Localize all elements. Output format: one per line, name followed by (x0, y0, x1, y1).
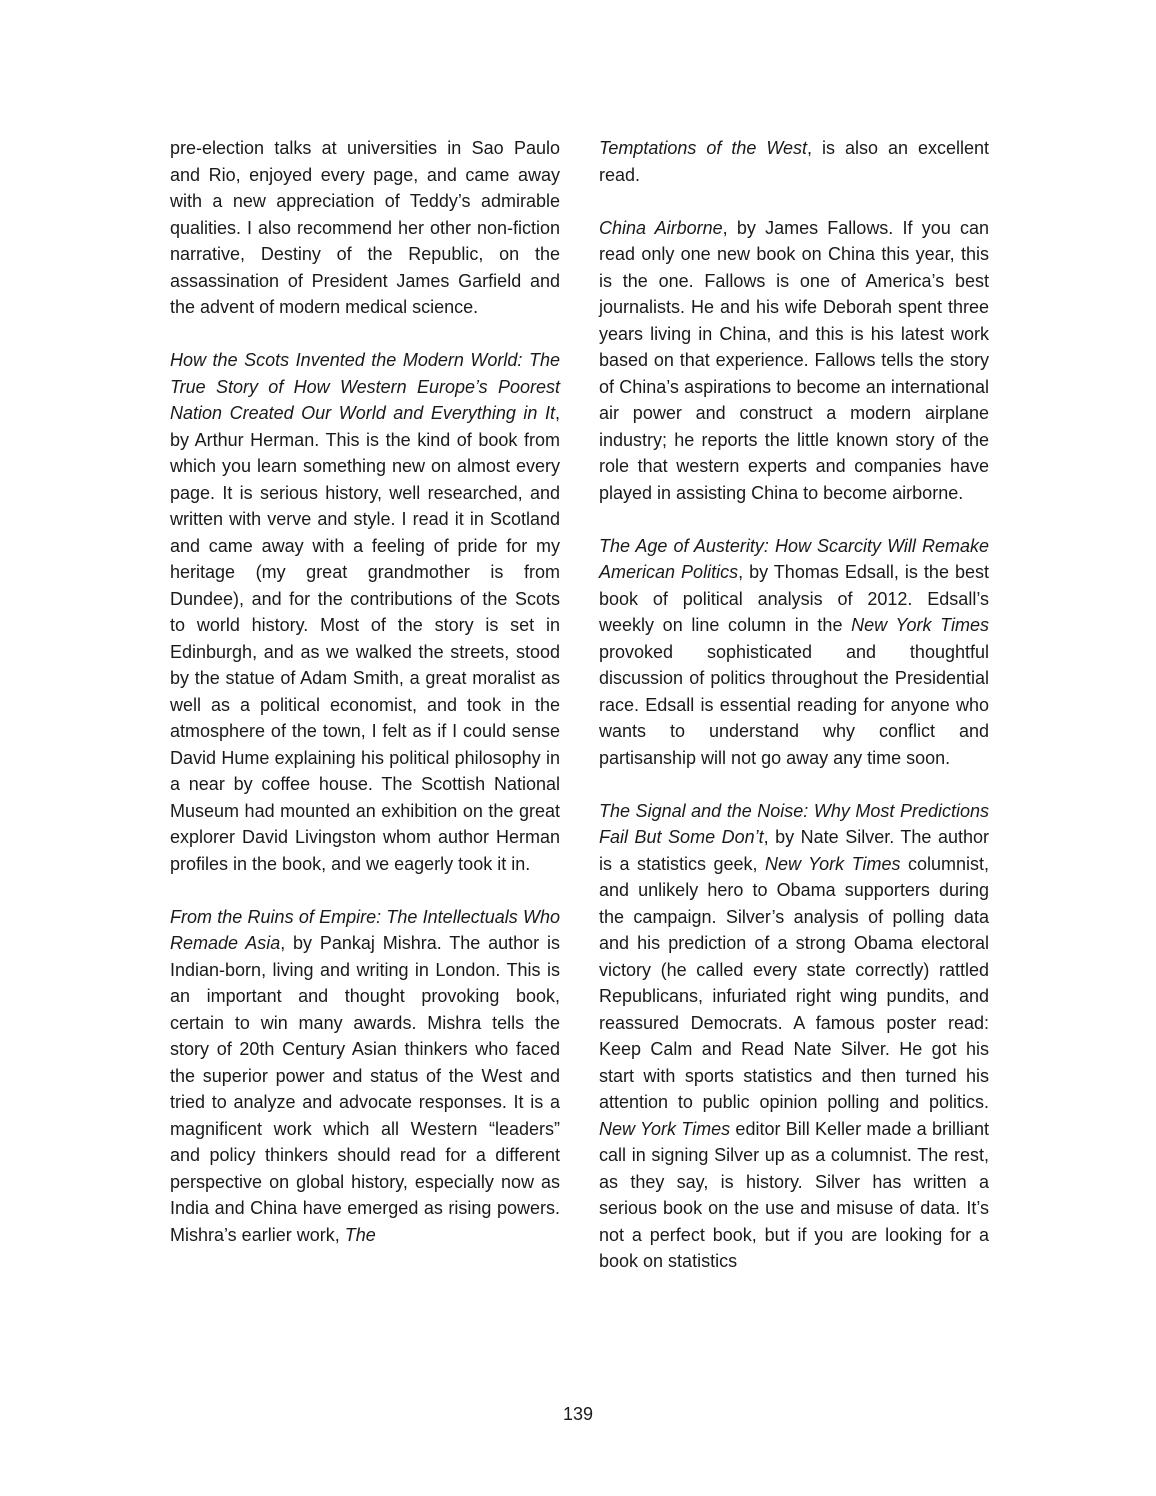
publication-name: New York Times (599, 1118, 731, 1139)
publication-name: New York Times (764, 853, 901, 874)
book-title-start: The (344, 1224, 376, 1245)
paragraph-text: pre-election talks at universities in Sao Paulo and Rio, enjoyed every page, and came away with a new appreciation of Teddy’s admirable qualities. I also recommend her other non-fiction narrative, Destiny of the Republic, on the assassination of President James Garfield and the advent of modern medical science. (170, 138, 560, 317)
paragraph-china-airborne (599, 215, 989, 507)
book-title: The Signal and the Noise: Why Most Predictions Fail But Some Don’t (599, 800, 989, 847)
paragraph-signal-and-noise (599, 798, 989, 1275)
paragraph-scots-invented (170, 347, 560, 877)
paragraph-text: columnist, and unlikely hero to Obama supporters during the campaign. Silver’s analysis of polling data and his prediction of a strong Obama electoral victory (he called every state correctly) rattled Republicans, infuriated right wing pundits, and reassured Democrats. A famous poster read: Keep Calm and Read Nate Silver. He got his start with sports statistics and then turned his attention to public opinion polling and politics. (599, 853, 990, 1112)
paragraph-text: provoked sophisticated and thoughtful discussion of politics throughout the Presidential race. Edsall is essential reading for anyone who wants to understand why conflict and partisanship will not go away any time soon. (599, 641, 989, 768)
book-title: Temptations of the West (599, 138, 808, 158)
paragraph-text: , by James Fallows. If you can read only one new book on China this year, this is the one. Fallows is one of America’s best journalists. He and his wife Deborah spent three years living in China, and this is his latest work based on that experience. Fallows tells the story of China’s aspirations to become an international air power and construct a modern airplane industry; he reports the little known story of the role that western experts and companies have played in assisting China to become airborne. (599, 217, 990, 503)
paragraph-temptations-continued (599, 135, 989, 188)
paragraph-text: , by Thomas Edsall, is the best book of political analysis of 2012. Edsall’s weekly on line column in the (599, 562, 989, 635)
paragraph-text: , by Nate Silver. The author is a statistics geek, (599, 827, 989, 874)
paragraph-ruins-of-empire (170, 904, 560, 1249)
page-number: 139 (562, 1404, 594, 1424)
paragraph-roosevelt-continued (170, 135, 560, 321)
paragraph-age-of-austerity (599, 533, 989, 772)
book-title: How the Scots Invented the Modern World: The True Story of How Western Europe’s Poorest Nation Created Our World and Everything in It (170, 350, 560, 423)
book-title: The Age of Austerity: How Scarcity Will Remake American Politics (599, 535, 989, 582)
paragraph-text: , is also an excellent read. (599, 138, 990, 185)
publication-name: New York Times (851, 615, 990, 635)
paragraph-text: , by Pankaj Mishra. The author is Indian-born, living and writing in London. This is an important and thought provoking book, certain to win many awards. Mishra tells the story of 20th Century Asian thinkers who faced the superior power and status of the West and tried to analyze and advocate responses. It is a magnificent work which all Western “leaders” and policy thinkers should read for a different perspective on global history, especially now as India and China have emerged as rising powers. Mishra’s earlier work, (170, 933, 560, 1245)
book-title: From the Ruins of Empire: The Intellectuals Who Remade Asia (170, 906, 560, 953)
paragraph-text: editor Bill Keller made a brilliant call in signing Silver up as a columnist. The rest, as they say, is history. Silver has written a serious book on the use and misuse of data. It’s not a perfect book, but if you are looking for a book on statistics (599, 1118, 990, 1271)
right-column (599, 135, 989, 1275)
paragraph-text: , by Arthur Herman. This is the kind of book from which you learn something new on almost every page. It is serious history, well researched, and written with verve and style. I read it in Scotland and came away with a feeling of pride for my heritage (my great grandmother is from Dundee), and for the contributions of the Scots to world history. Most of the story is set in Edinburgh, and as we walked the streets, stood by the statue of Adam Smith, a great moralist as well as a political economist, and took in the atmosphere of the town, I felt as if I could sense David Hume explaining his political philosophy in a near by coffee house. The Scottish National Museum had mounted an exhibition on the great explorer David Livingston whom author Herman profiles in the book, and we eagerly took it in. (170, 403, 560, 874)
book-title: China Airborne (599, 217, 723, 238)
left-column (170, 135, 560, 1248)
